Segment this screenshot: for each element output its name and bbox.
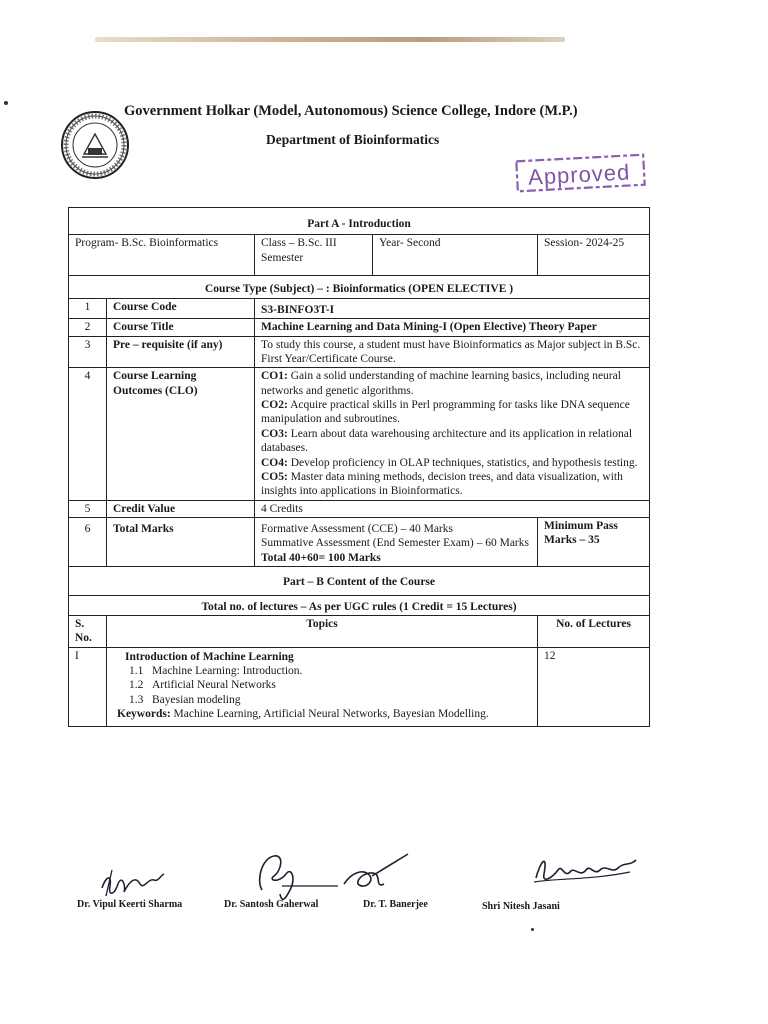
lectures-note-row <box>69 595 650 615</box>
minimum-pass-marks: Minimum Pass Marks – 35 <box>538 518 650 567</box>
table-row <box>69 518 650 567</box>
class: Class – B.Sc. III Semester <box>261 237 337 264</box>
summative-marks: Summative Assessment (End Semester Exam) – 60 Marks <box>261 537 529 550</box>
scan-top-line <box>95 37 565 42</box>
row-number: 3 <box>69 336 107 368</box>
course-title: Machine Learning and Data Mining-I (Open Elective) Theory Paper <box>255 319 650 336</box>
topic-text: Bayesian modeling <box>152 693 241 706</box>
topic-text: Artificial Neural Networks <box>152 679 276 692</box>
row-label: Course Title <box>107 319 255 336</box>
lectures-note: Total no. of lectures – As per UGC rules (1 Credit = 15 Lectures) <box>201 600 517 613</box>
clo-code: CO2: <box>261 399 288 411</box>
signature-gaherwal-banerjee <box>252 850 412 906</box>
unit-row <box>69 647 650 726</box>
approved-stamp-text: Approved <box>527 159 631 190</box>
clo-code: CO5: <box>261 470 288 483</box>
course-form-table <box>68 207 650 727</box>
clo-text: Master data mining methods, decision trees, and data visualization, with insights into applications in Bioinformatics. <box>261 470 623 498</box>
topic-number: 1.2 <box>129 679 144 692</box>
keywords-text: Machine Learning, Artificial Neural Networks, Bayesian Modelling. <box>170 708 489 721</box>
clo-text: Gain a solid understanding of machine learning basics, including neural networks and genetic algorithms. <box>261 370 621 397</box>
scan-speck <box>4 101 8 105</box>
row-label: Credit Value <box>107 500 255 517</box>
clo-list <box>255 368 650 500</box>
clo-code: CO4: <box>261 456 288 469</box>
clo-item <box>261 369 643 398</box>
college-seal-icon <box>60 110 130 180</box>
table-row <box>69 368 650 500</box>
topic-text: Machine Learning: Introduction. <box>152 665 303 677</box>
college-name: Government Holkar (Model, Autonomous) Science College, Indore (M.P.) <box>124 103 578 119</box>
signatory-name: Dr. T. Banerjee <box>363 899 428 910</box>
row-label: Pre – requisite (if any) <box>107 336 255 368</box>
topic-item <box>117 664 527 678</box>
row-label: Total Marks <box>107 518 255 567</box>
signatory-name: Shri Nitesh Jasani <box>482 901 560 912</box>
part-b-title: Part – B Content of the Course <box>282 576 436 589</box>
scan-speck <box>531 928 534 931</box>
topic-item <box>117 693 527 707</box>
course-code: S3-BINFO3T-I <box>255 298 650 318</box>
total-marks: Total 40+60= 100 Marks <box>261 551 381 564</box>
credit-value: 4 Credits <box>255 500 650 517</box>
clo-item <box>261 456 643 470</box>
topic-item <box>117 678 527 692</box>
row-number: 5 <box>69 500 107 517</box>
part-a-title: Part A - Introduction <box>307 218 411 230</box>
row-number: 4 <box>69 368 107 500</box>
col-sno: S. No. <box>69 615 107 647</box>
part-a-header-row <box>69 208 650 235</box>
session: Session- 2024-25 <box>544 237 625 250</box>
table-row <box>69 298 650 318</box>
program: Program- B.Sc. Bioinformatics <box>75 237 219 250</box>
unit-title: Introduction of Machine Learning <box>125 650 294 663</box>
row-number: 6 <box>69 518 107 567</box>
topic-number: 1.3 <box>129 693 144 706</box>
table-row <box>69 500 650 517</box>
approved-stamp <box>513 151 649 196</box>
signatory-name: Dr. Santosh Gaherwal <box>224 899 319 910</box>
row-label: Course Code <box>107 298 255 318</box>
keywords-label: Keywords: <box>117 708 171 721</box>
clo-text: Acquire practical skills in Perl programming for tasks like DNA sequence manipulation and subroutines. <box>261 399 630 426</box>
row-number: 1 <box>69 298 107 318</box>
table-row <box>69 336 650 368</box>
signature-jasani <box>530 848 640 892</box>
marks-breakdown <box>255 518 538 567</box>
clo-code: CO1: <box>261 370 288 383</box>
course-type-row <box>69 276 650 298</box>
keywords <box>117 707 527 721</box>
part-b-header-row <box>69 567 650 595</box>
program-row <box>69 235 650 276</box>
department-name: Department of Bioinformatics <box>266 132 440 147</box>
row-label: Course Learning Outcomes (CLO) <box>107 368 255 500</box>
formative-marks: Formative Assessment (CCE) – 40 Marks <box>261 523 453 535</box>
clo-text: Develop proficiency in OLAP techniques, statistics, and hypothesis testing. <box>287 456 638 469</box>
clo-item <box>261 427 643 456</box>
clo-text: Learn about data warehousing architecture and its application in relational databases. <box>261 427 633 455</box>
col-lectures: No. of Lectures <box>538 615 650 647</box>
row-number: 2 <box>69 319 107 336</box>
col-topics: Topics <box>107 615 538 647</box>
year: Year- Second <box>379 237 441 250</box>
clo-item <box>261 470 643 499</box>
unit-lectures: 12 <box>538 647 650 726</box>
clo-code: CO3: <box>261 427 288 440</box>
table-row <box>69 319 650 336</box>
clo-item <box>261 398 643 427</box>
course-type: Course Type (Subject) – : Bioinformatics (OPEN ELECTIVE ) <box>204 283 514 296</box>
signature-sharma <box>96 866 168 902</box>
unit-sno: I <box>69 647 107 726</box>
unit-topics <box>107 647 538 726</box>
topic-number: 1.1 <box>129 665 144 677</box>
signatory-name: Dr. Vipul Keerti Sharma <box>77 899 183 910</box>
topics-header-row <box>69 615 650 647</box>
prerequisite: To study this course, a student must have Bioinformatics as Major subject in B.Sc. First Year/Certificate Course. <box>255 336 650 368</box>
